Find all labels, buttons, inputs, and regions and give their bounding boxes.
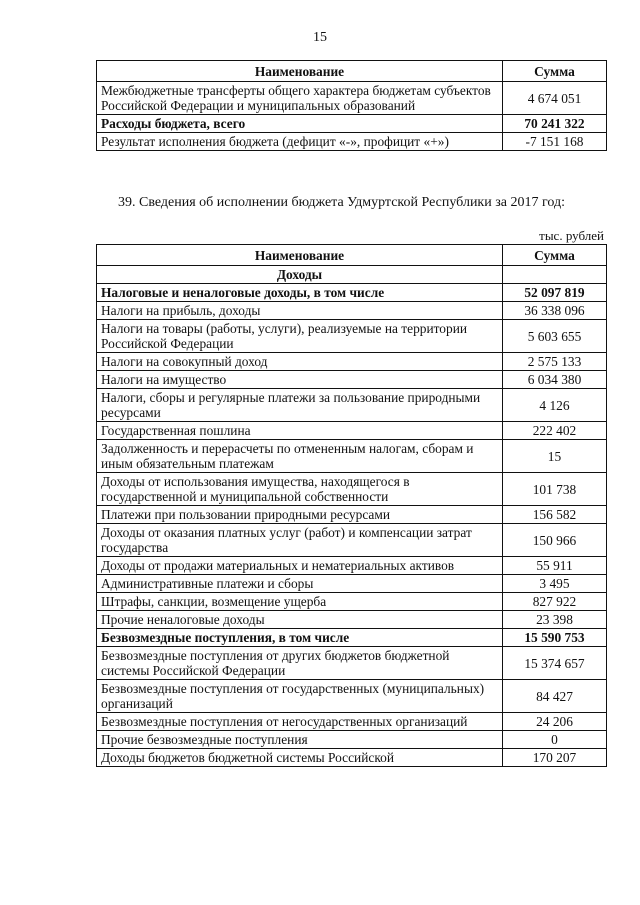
table-row: [97, 524, 607, 557]
section-title: Доходы: [97, 266, 503, 284]
page-number: 15: [313, 30, 327, 45]
row-name: Платежи при пользовании природными ресурсами: [97, 506, 503, 524]
row-name: Расходы бюджета, всего: [97, 115, 503, 133]
row-name: Доходы бюджетов бюджетной системы Российской: [97, 749, 503, 767]
table-row: [97, 133, 607, 151]
row-name: Штрафы, санкции, возмещение ущерба: [97, 593, 503, 611]
table-row: [97, 575, 607, 593]
row-sum: 827 922: [503, 593, 607, 611]
row-name: Налоговые и неналоговые доходы, в том числе: [97, 284, 503, 302]
row-name: Доходы от продажи материальных и нематериальных активов: [97, 557, 503, 575]
row-sum: 52 097 819: [503, 284, 607, 302]
table-row: [97, 680, 607, 713]
row-name: Налоги на совокупный доход: [97, 353, 503, 371]
row-name: Налоги на прибыль, доходы: [97, 302, 503, 320]
section-empty-cell: [503, 266, 607, 284]
row-sum: 0: [503, 731, 607, 749]
row-sum: 222 402: [503, 422, 607, 440]
table-row: [97, 389, 607, 422]
header-name: Наименование: [97, 61, 503, 82]
row-name: Безвозмездные поступления, в том числе: [97, 629, 503, 647]
table-row: [97, 611, 607, 629]
row-sum: 4 126: [503, 389, 607, 422]
row-name: Результат исполнения бюджета (дефицит «-», профицит «+»): [97, 133, 503, 151]
table-row: [97, 593, 607, 611]
row-sum: 6 034 380: [503, 371, 607, 389]
table-row: [97, 506, 607, 524]
table-row: [97, 557, 607, 575]
row-name: Прочие неналоговые доходы: [97, 611, 503, 629]
row-name: Задолженность и перерасчеты по отмененным налогам, сборам и иным обязательным платежам: [97, 440, 503, 473]
row-name: Прочие безвозмездные поступления: [97, 731, 503, 749]
table-budget-summary: [96, 60, 607, 151]
row-name: Административные платежи и сборы: [97, 575, 503, 593]
row-sum: 101 738: [503, 473, 607, 506]
header-sum: Сумма: [503, 61, 607, 82]
row-name: Налоги на товары (работы, услуги), реализуемые на территории Российской Федерации: [97, 320, 503, 353]
row-sum: 36 338 096: [503, 302, 607, 320]
table-header-row: [97, 61, 607, 82]
table-row: [97, 353, 607, 371]
table-row: [97, 440, 607, 473]
header-name: Наименование: [97, 245, 503, 266]
table-row: [97, 302, 607, 320]
row-sum: 170 207: [503, 749, 607, 767]
row-sum: -7 151 168: [503, 133, 607, 151]
table-row: [97, 473, 607, 506]
row-sum: 3 495: [503, 575, 607, 593]
table-row: [97, 115, 607, 133]
row-name: Доходы от оказания платных услуг (работ) и компенсации затрат государства: [97, 524, 503, 557]
row-sum: 15 590 753: [503, 629, 607, 647]
row-name: Государственная пошлина: [97, 422, 503, 440]
row-sum: 84 427: [503, 680, 607, 713]
row-sum: 4 674 051: [503, 82, 607, 115]
row-name: Доходы от использования имущества, находящегося в государственной и муниципальной собственности: [97, 473, 503, 506]
section-paragraph: 39. Сведения об исполнении бюджета Удмуртской Республики за 2017 год:: [118, 195, 565, 210]
table-row: [97, 371, 607, 389]
row-sum: 156 582: [503, 506, 607, 524]
table-row: [97, 629, 607, 647]
row-sum: 23 398: [503, 611, 607, 629]
section-row: [97, 266, 607, 284]
table-row: [97, 713, 607, 731]
row-name: Безвозмездные поступления от негосударственных организаций: [97, 713, 503, 731]
row-sum: 2 575 133: [503, 353, 607, 371]
table-row: [97, 647, 607, 680]
row-sum: 70 241 322: [503, 115, 607, 133]
table-row: [97, 82, 607, 115]
row-sum: 150 966: [503, 524, 607, 557]
row-sum: 15: [503, 440, 607, 473]
table-row: [97, 749, 607, 767]
row-sum: 24 206: [503, 713, 607, 731]
table-row: [97, 320, 607, 353]
row-sum: 15 374 657: [503, 647, 607, 680]
row-name: Безвозмездные поступления от других бюджетов бюджетной системы Российской Федерации: [97, 647, 503, 680]
row-sum: 55 911: [503, 557, 607, 575]
units-label: тыс. рублей: [539, 228, 604, 243]
table-header-row: [97, 245, 607, 266]
row-name: Налоги, сборы и регулярные платежи за пользование природными ресурсами: [97, 389, 503, 422]
row-name: Налоги на имущество: [97, 371, 503, 389]
row-name: Межбюджетные трансферты общего характера бюджетам субъектов Российской Федерации и муниципальных образований: [97, 82, 503, 115]
row-sum: 5 603 655: [503, 320, 607, 353]
row-name: Безвозмездные поступления от государственных (муниципальных) организаций: [97, 680, 503, 713]
table-row: [97, 284, 607, 302]
table-row: [97, 731, 607, 749]
table-revenue-execution: [96, 244, 607, 767]
table-row: [97, 422, 607, 440]
header-sum: Сумма: [503, 245, 607, 266]
